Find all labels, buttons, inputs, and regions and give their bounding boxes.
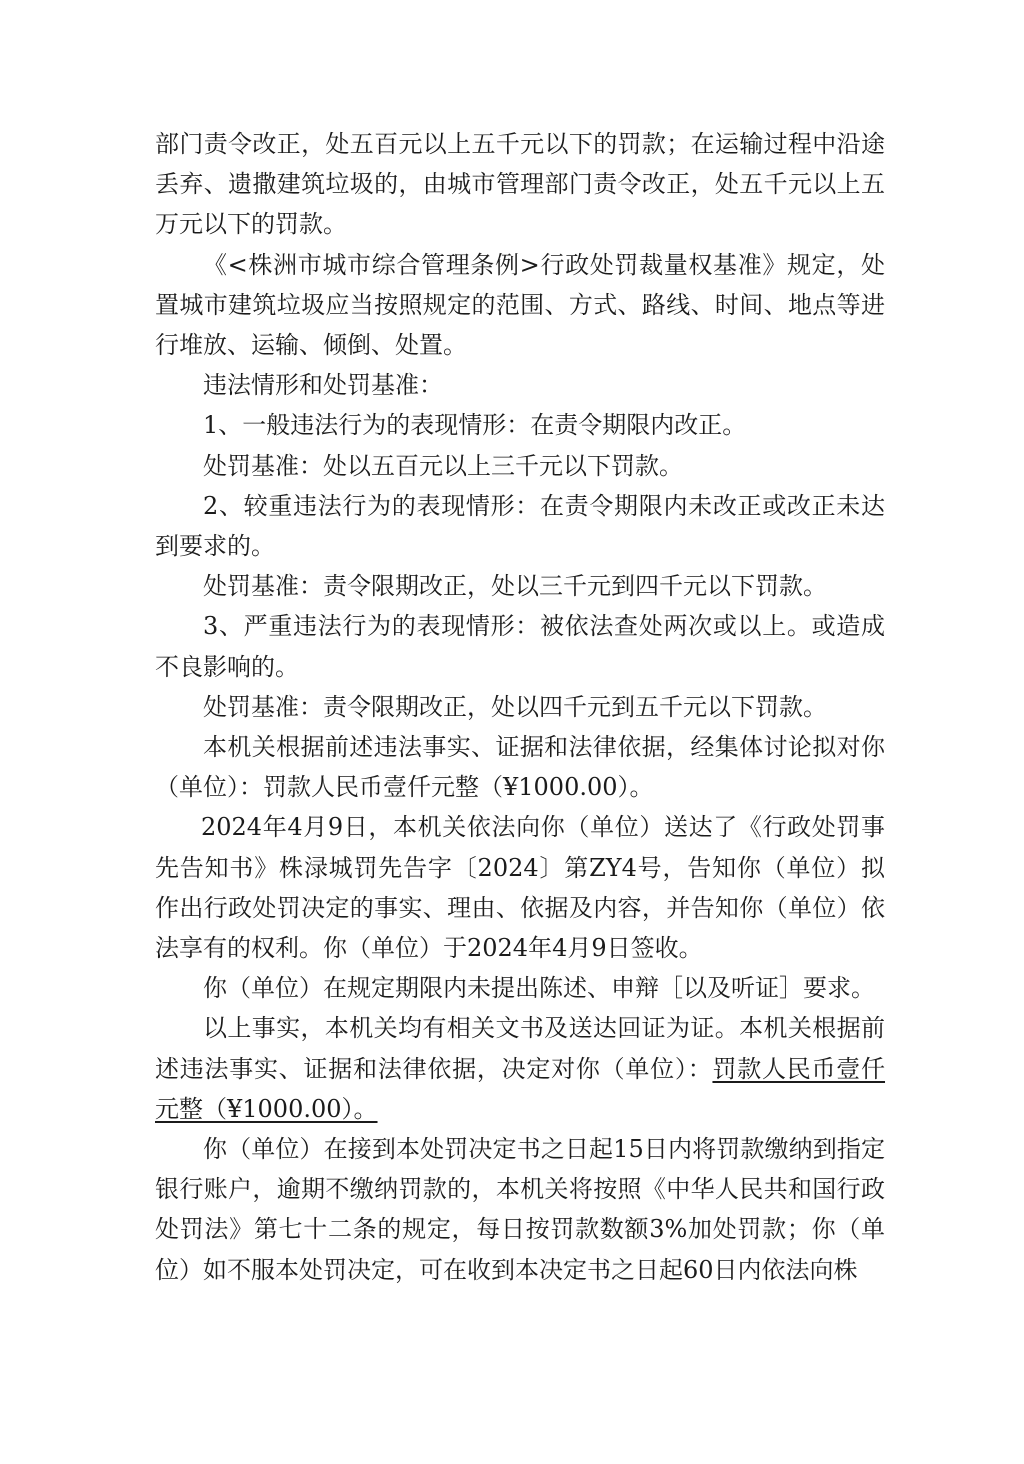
paragraph-1: 部门责令改正，处五百元以上五千元以下的罚款；在运输过程中沿途丢弃、遗撒建筑垃圾的，由城市管理部门责令改正，处五千元以上五万元以下的罚款。 <box>155 130 885 239</box>
paragraph-3: 违法情形和处罚基准： <box>203 371 443 400</box>
paragraph-8: 3、严重违法行为的表现情形：被依法查处两次或以上。或造成不良影响的。 <box>155 612 885 681</box>
underlined-penalty-text: 罚款人民币壹仟元整（¥1000.00）。 <box>155 1054 886 1123</box>
paragraph-10: 本机关根据前述违法事实、证据和法律依据，经集体讨论拟对你（单位）：罚款人民币壹仟元整（¥1000.00）。 <box>155 733 885 802</box>
paragraph-14: 你（单位）在接到本处罚决定书之日起15日内将罚款缴纳到指定银行账户，逾期不缴纳罚款的，本机关将按照《中华人民共和国行政处罚法》第七十二条的规定，每日按罚款数额3%加处罚款；你（单位）如不服本处罚决定，可在收到本决定书之日起60日内依法向株 <box>155 1135 885 1284</box>
paragraph-12: 你（单位）在规定期限内未提出陈述、申辩［以及听证］要求。 <box>203 974 875 1003</box>
document-body <box>155 124 885 1290</box>
paragraph-9: 处罚基准：责令限期改正，处以四千元到五千元以下罚款。 <box>203 692 827 721</box>
paragraph-13-text: 以上事实，本机关均有相关文书及送达回证为证。本机关根据前述违法事实、证据和法律依据，决定对你（单位）： <box>155 1014 885 1083</box>
paragraph-5: 处罚基准：处以五百元以上三千元以下罚款。 <box>203 451 683 480</box>
paragraph-11: 2024年4月9日，本机关依法向你（单位）送达了《行政处罚事先告知书》株渌城罚先告字〔2024〕第ZY4号，告知你（单位）拟作出行政处罚决定的事实、理由、依据及内容，并告知你（单位）依法享有的权利。你（单位）于2024年4月9日签收。 <box>155 813 885 963</box>
paragraph-6: 2、较重违法行为的表现情形：在责令期限内未改正或改正未达到要求的。 <box>155 491 885 561</box>
paragraph-13 <box>155 1008 885 1129</box>
paragraph-7: 处罚基准：责令限期改正，处以三千元到四千元以下罚款。 <box>203 572 827 601</box>
paragraph-2: 《<株洲市城市综合管理条例>行政处罚裁量权基准》规定，处置城市建筑垃圾应当按照规定的范围、方式、路线、时间、地点等进行堆放、运输、倾倒、处置。 <box>155 250 885 360</box>
paragraph-4: 1、一般违法行为的表现情形：在责令期限内改正。 <box>203 411 747 440</box>
